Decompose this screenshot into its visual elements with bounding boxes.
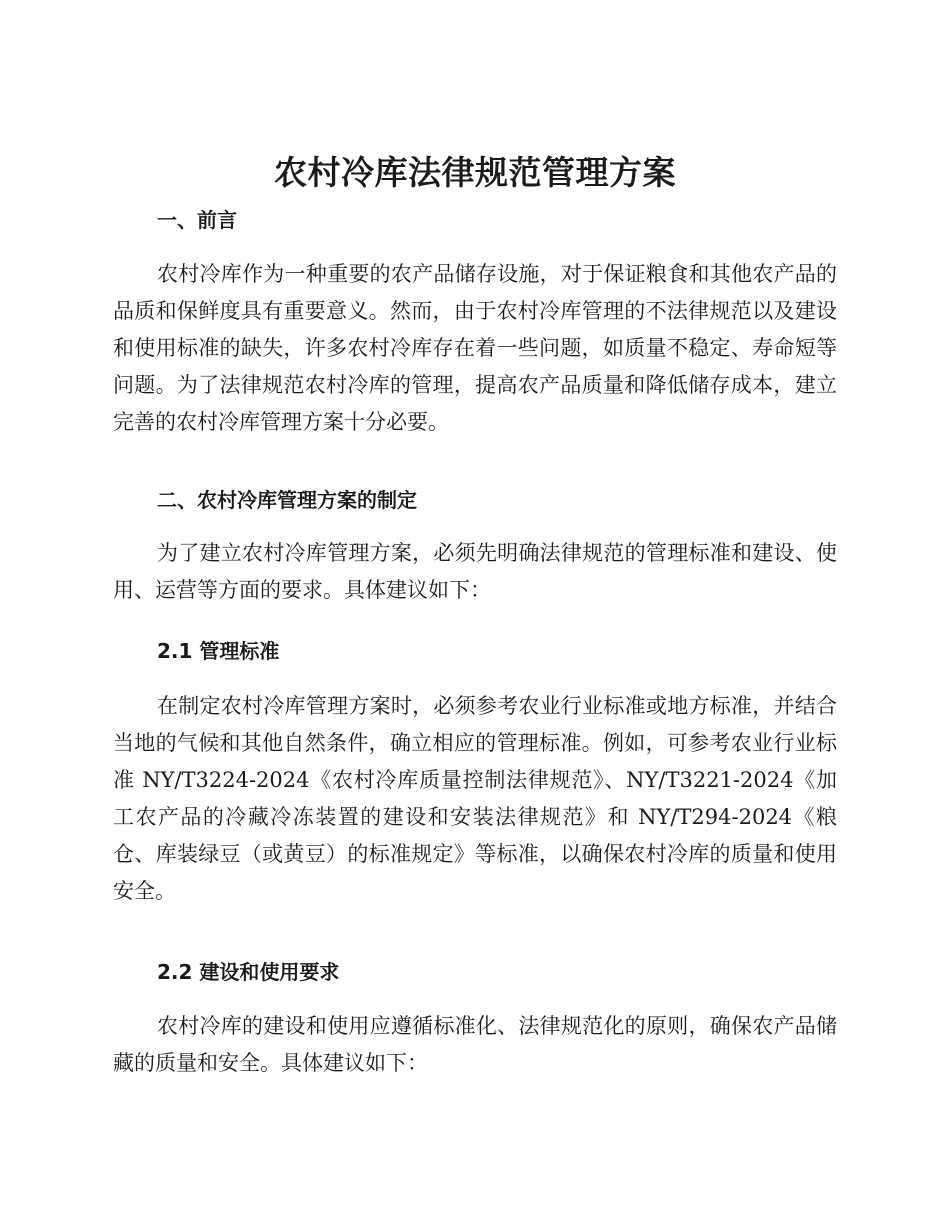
section-heading-preface: 一、前言 — [157, 208, 237, 232]
section-paragraph-preface: 农村冷库作为一种重要的农产品储存设施，对于保证粮食和其他农产品的品质和保鲜度具有重要意义。然而，由于农村冷库管理的不法律规范以及建设和使用标准的缺失，许多农村冷库存在着一些问题，如质量不稳定、寿命短等问题。为了法律规范农村冷库的管理，提高农产品质量和降低储存成本，建立完善的农村冷库管理方案十分必要。 — [113, 262, 837, 434]
document-title: 农村冷库法律规范管理方案 — [274, 153, 676, 192]
section-heading-construction-use: 2.2 建设和使用要求 — [157, 960, 340, 984]
section-heading-management-standards: 2.1 管理标准 — [157, 639, 280, 663]
section-heading-plan: 二、农村冷库管理方案的制定 — [157, 488, 417, 512]
section-paragraph-plan: 为了建立农村冷库管理方案，必须先明确法律规范的管理标准和建设、使用、运营等方面的要求。具体建议如下： — [113, 541, 837, 602]
section-paragraph-management-standards: 在制定农村冷库管理方案时，必须参考农业行业标准或地方标准，并结合当地的气候和其他自然条件，确立相应的管理标准。例如，可参考农业行业标准 NY/T3224-2024《农村冷库质量控制法律规范》、NY/T3221-2024《加工农产品的冷藏冷冻装置的建设和安装法律规范》和 NY/T294-2024《粮仓、库装绿豆（或黄豆）的标准规定》等标准，以确保农村冷库的质量和使用安全。 — [113, 694, 837, 903]
section-paragraph-construction-use: 农村冷库的建设和使用应遵循标准化、法律规范化的原则，确保农产品储藏的质量和安全。具体建议如下： — [113, 1014, 837, 1075]
